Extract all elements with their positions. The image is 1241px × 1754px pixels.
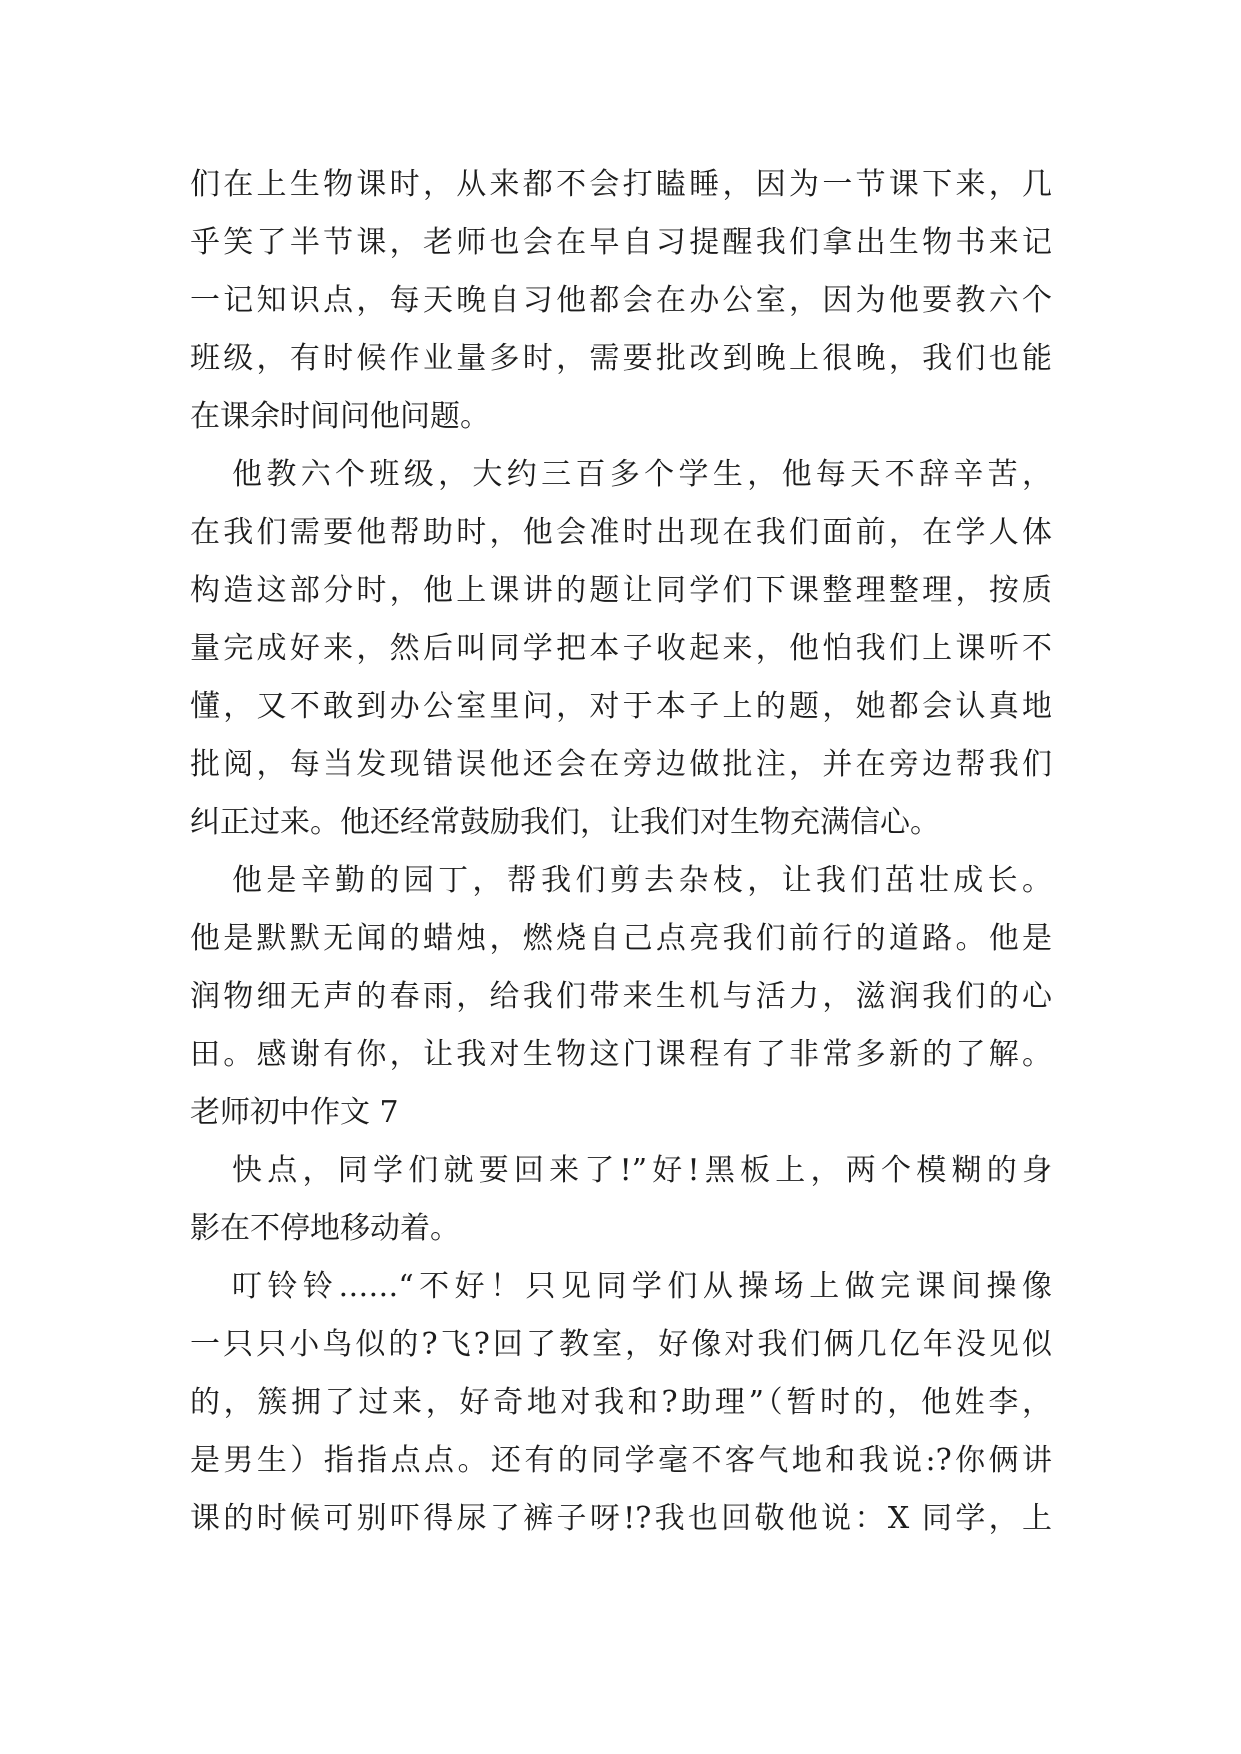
text-line: 的，簇拥了过来，好奇地对我和?助理”（暂时的，他姓李， <box>190 1385 1052 1420</box>
text-line: 他教六个班级，大约三百多个学生，他每天不辞辛苦， <box>232 457 1052 492</box>
text-line: 课的时候可别吓得尿了裤子呀!?我也回敬他说：X 同学，上 <box>190 1501 1052 1536</box>
paragraph <box>190 156 1052 446</box>
text-line: 懂，又不敢到办公室里问，对于本子上的题，她都会认真地 <box>190 689 1052 724</box>
text-line: 量完成好来，然后叫同学把本子收起来，他怕我们上课听不 <box>190 631 1052 666</box>
text-line: 叮铃铃……“不好！只见同学们从操场上做完课间操像 <box>232 1269 1052 1304</box>
text-line: 他是默默无闻的蜡烛，燃烧自己点亮我们前行的道路。他是 <box>190 921 1052 956</box>
text-line: 影在不停地移动着。 <box>190 1211 460 1246</box>
text-line: 批阅，每当发现错误他还会在旁边做批注，并在旁边帮我们 <box>190 747 1052 782</box>
text-line: 在我们需要他帮助时，他会准时出现在我们面前，在学人体 <box>190 515 1052 550</box>
text-line: 纠正过来。他还经常鼓励我们，让我们对生物充满信心。 <box>190 805 940 840</box>
text-line: 快点，同学们就要回来了!”好!黑板上，两个模糊的身 <box>232 1153 1052 1188</box>
text-line: 班级，有时候作业量多时，需要批改到晚上很晚，我们也能 <box>190 341 1052 376</box>
paragraph <box>190 852 1052 1084</box>
text-line: 一记知识点，每天晚自习他都会在办公室，因为他要教六个 <box>190 283 1052 318</box>
text-line: 一只只小鸟似的?飞?回了教室，好像对我们俩几亿年没见似 <box>190 1327 1052 1362</box>
essay-title: 老师初中作文 7 <box>190 1095 399 1130</box>
paragraph <box>190 446 1052 852</box>
document-body <box>190 156 1052 1548</box>
text-line: 构造这部分时，他上课讲的题让同学们下课整理整理，按质 <box>190 573 1052 608</box>
text-line: 他是辛勤的园丁，帮我们剪去杂枝，让我们茁壮成长。 <box>232 863 1052 898</box>
text-line: 润物细无声的春雨，给我们带来生机与活力，滋润我们的心 <box>190 979 1052 1014</box>
text-line: 乎笑了半节课，老师也会在早自习提醒我们拿出生物书来记 <box>190 225 1052 260</box>
paragraph <box>190 1258 1052 1548</box>
text-line: 们在上生物课时，从来都不会打瞌睡，因为一节课下来，几 <box>190 167 1052 202</box>
text-line: 田。感谢有你，让我对生物这门课程有了非常多新的了解。 <box>190 1037 1052 1072</box>
text-line: 在课余时间问他问题。 <box>190 399 490 434</box>
paragraph <box>190 1142 1052 1258</box>
text-line: 是男生）指指点点。还有的同学毫不客气地和我说:?你俩讲 <box>190 1443 1052 1478</box>
